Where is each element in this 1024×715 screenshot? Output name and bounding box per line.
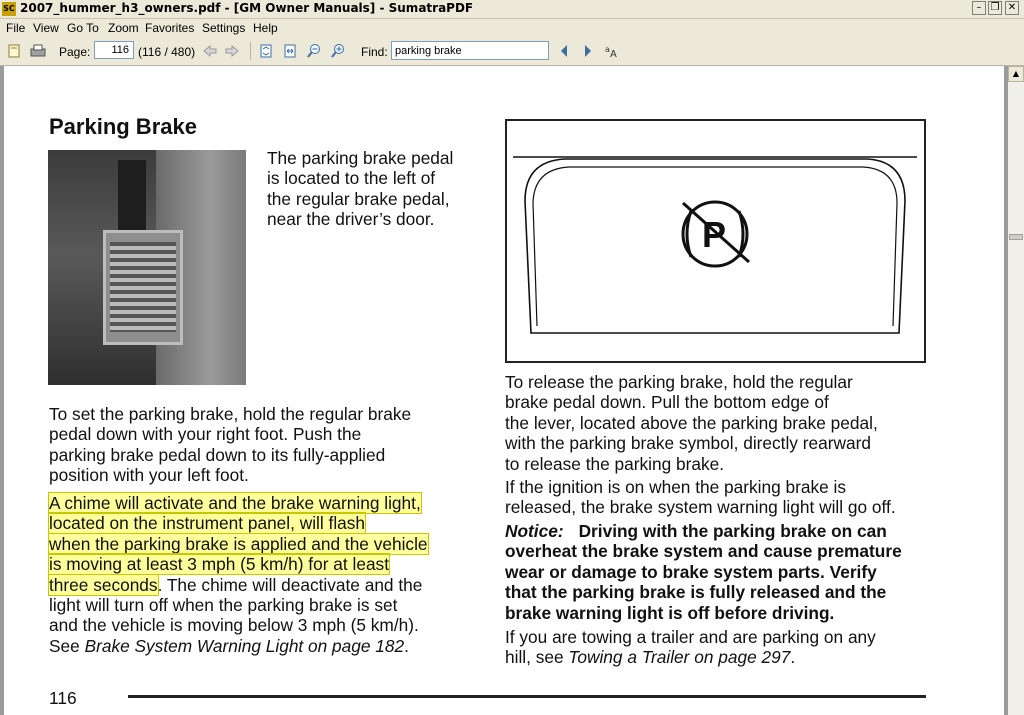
menu-favorites[interactable]: Favorites <box>145 21 195 35</box>
text-line: pedal down with your right foot. Push the <box>49 424 362 445</box>
text-line: that the parking brake is fully released and the <box>505 582 887 603</box>
chime-paragraph <box>49 493 428 656</box>
svg-text:A: A <box>610 49 617 58</box>
text-fragment: Driving with the parking brake on can <box>578 521 887 541</box>
search-highlight: located on the instrument panel, will flash <box>49 513 366 534</box>
text-fragment: . <box>404 635 409 656</box>
text-fragment: . <box>790 647 796 668</box>
text-line: overheat the brake system and cause premature <box>505 541 902 562</box>
search-highlight: A chime will activate and the brake warning light, <box>49 493 421 513</box>
search-highlight: three seconds <box>49 574 158 595</box>
cross-reference-link[interactable]: Brake System Warning Light on page 182 <box>84 635 405 656</box>
vertical-scrollbar[interactable] <box>1008 66 1024 715</box>
text-line: near the driver’s door. <box>267 209 435 230</box>
fit-page-icon[interactable] <box>258 43 274 59</box>
text-line: the lever, located above the parking brake pedal, <box>505 412 878 433</box>
notice-label: Notice: <box>505 521 564 541</box>
open-icon[interactable] <box>6 43 22 59</box>
page-info: (116 / 480) <box>138 45 196 59</box>
svg-text:P: P <box>702 214 727 255</box>
app-icon: SC <box>2 2 16 16</box>
text-line: to release the parking brake. <box>505 453 725 474</box>
match-case-icon[interactable] <box>604 43 620 59</box>
text-line: wear or damage to brake system parts. Verify <box>505 561 877 582</box>
find-prev-icon[interactable] <box>556 43 572 59</box>
find-next-icon[interactable] <box>580 43 596 59</box>
zoom-out-icon[interactable] <box>306 43 322 59</box>
fit-width-icon[interactable] <box>282 43 298 59</box>
menu-settings[interactable]: Settings <box>202 21 246 35</box>
window-title: 2007_hummer_h3_owners.pdf - [GM Owner Manuals] - SumatraPDF <box>20 1 474 15</box>
minimize-icon[interactable]: – <box>972 1 986 15</box>
text-line: To set the parking brake, hold the regular brake <box>49 404 412 424</box>
cross-reference-link[interactable]: Towing a Trailer on page 297 <box>568 647 791 668</box>
search-highlight: when the parking brake is applied and the vehicle <box>49 533 428 554</box>
menu-go-to[interactable]: Go To <box>67 21 99 35</box>
title-bar <box>0 0 1024 19</box>
text-line: brake pedal down. Pull the bottom edge of <box>505 392 829 413</box>
menu-file[interactable]: File <box>6 21 26 35</box>
parking-brake-symbol-icon <box>683 202 749 266</box>
find-input[interactable] <box>391 41 549 60</box>
text-line: brake warning light is off before driving. <box>505 602 835 623</box>
next-page-icon[interactable] <box>224 43 240 59</box>
parking-brake-lever-illustration <box>505 119 926 363</box>
menu-help[interactable]: Help <box>253 21 278 35</box>
text-line: released, the brake system warning light will go off. <box>505 497 896 518</box>
ignition-paragraph <box>505 477 896 518</box>
close-icon[interactable]: ✕ <box>1005 1 1019 15</box>
text-line: To release the parking brake, hold the regular <box>505 372 853 392</box>
release-paragraph <box>505 372 878 474</box>
menu-view[interactable]: View <box>33 21 59 35</box>
set-brake-paragraph <box>49 404 411 486</box>
text-line: the regular brake pedal, <box>267 188 450 209</box>
page-number-input[interactable] <box>94 41 134 59</box>
prev-page-icon[interactable] <box>202 43 218 59</box>
find-label: Find: <box>361 45 388 59</box>
footer-rule <box>128 695 926 698</box>
menu-bar <box>0 19 1024 37</box>
page-label: Page: <box>59 45 91 59</box>
towing-paragraph <box>505 627 876 668</box>
toolbar-separator <box>250 42 251 60</box>
print-icon[interactable] <box>30 43 46 59</box>
text-line: If you are towing a trailer and are parking on any <box>505 627 876 647</box>
restore-icon[interactable]: ❐ <box>988 1 1002 15</box>
zoom-in-icon[interactable] <box>330 43 346 59</box>
text-line: with the parking brake symbol, directly rearward <box>505 433 871 454</box>
search-highlight: is moving at least 3 mph (5 km/h) for at least <box>49 554 389 575</box>
intro-paragraph <box>267 148 453 230</box>
text-fragment: hill, see <box>505 647 569 668</box>
svg-text:a: a <box>605 45 610 54</box>
text-line: light will turn off when the parking brake is set <box>49 595 398 616</box>
text-line: The parking brake pedal <box>267 148 454 168</box>
text-line: position with your left foot. <box>49 465 249 486</box>
notice-paragraph <box>505 521 902 623</box>
scroll-up-icon[interactable]: ▲ <box>1008 66 1024 82</box>
text-line: parking brake pedal down to its fully-applied <box>49 444 386 465</box>
page-number: 116 <box>49 688 77 708</box>
scroll-thumb[interactable] <box>1009 234 1023 240</box>
text-fragment: See <box>49 635 85 656</box>
text-fragment: . The chime will deactivate and the <box>157 574 423 595</box>
text-line: is located to the left of <box>267 168 436 189</box>
menu-zoom[interactable]: Zoom <box>108 21 139 35</box>
page-heading: Parking Brake <box>49 114 197 139</box>
text-line: and the vehicle is moving below 3 mph (5 km/h). <box>49 615 419 636</box>
parking-brake-pedal-photo <box>48 150 246 385</box>
text-line: If the ignition is on when the parking brake is <box>505 477 847 497</box>
